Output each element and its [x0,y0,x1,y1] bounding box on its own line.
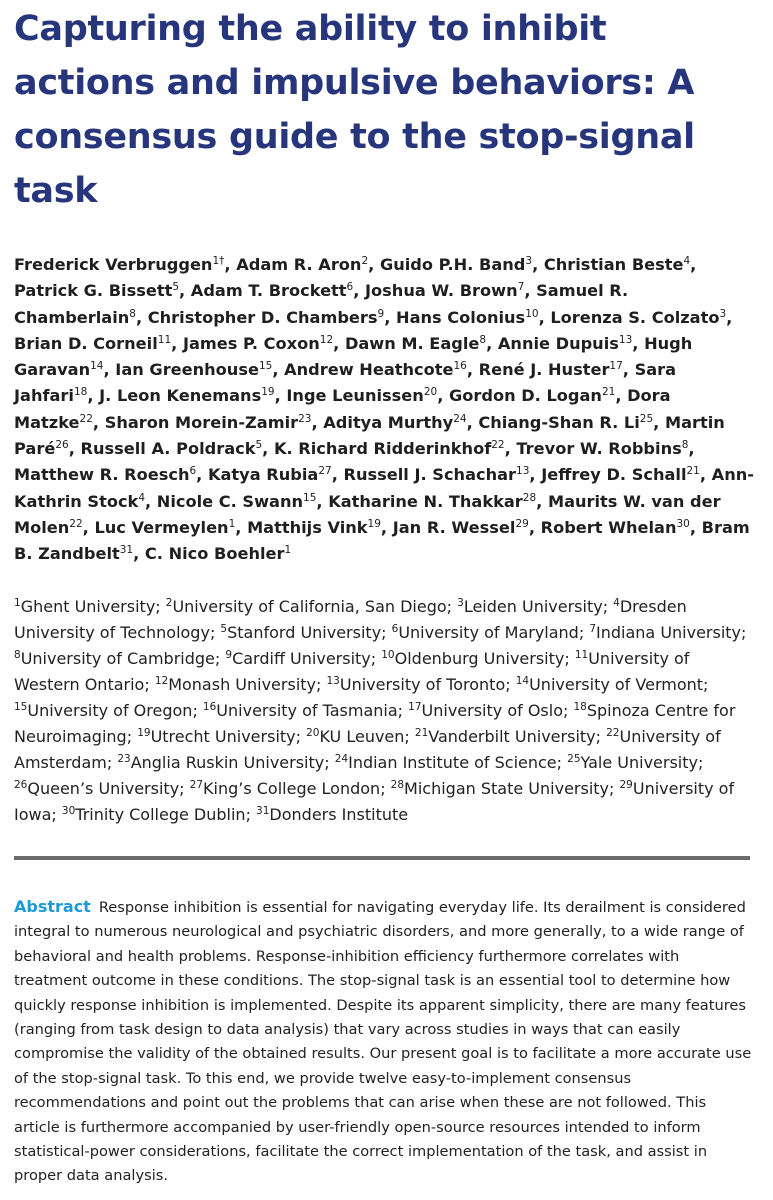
affiliation-name: University of Cambridge [20,649,215,668]
author-list: Frederick Verbruggen$^{1\dagger}$, Adam R. Aron$^2$, Guido P.H. Band$^3$, Christian Beste$^4$, Patrick G. Bissett$^5$, Adam T. Brockett$^6$, Joshua W. Brown$^7$, Samuel R. Chamberlain$^8$, Christopher D. Chambers$^9$, Hans Colonius$^{10}$, Lorenza S. Colzato$^3$, Brian D. Corneil$^{11}$, James P. Coxon$^{12}$, Dawn M. Eagle$^8$, Annie Dupuis$^{13}$, Hugh Garavan$^{14}$, Ian Greenhouse$^{15}$, Andrew Heathcote$^{16}$, René J. Huster$^{17}$, Sara Jahfari$^{18}$, J. Leon Kenemans$^{19}$, Inge Leunissen$^{20}$, Gordon D. Logan$^{21}$, Dora Matzke$^{22}$, Sharon Morein-Zamir$^{23}$, Aditya Murthy$^{24}$, Chiang-Shan R. Li$^{25}$, Martin Paré$^{26}$, Russell A. Poldrack$^5$, K. Richard Ridderinkhof$^{22}$, Trevor W. Robbins$^8$, Matthew R. Roesch$^6$, Katya Rubia$^{27}$, Russell J. Schachar$^{13}$, Jeffrey D. Schall$^{21}$, Ann-Kathrin Stock$^4$, Nicole C. Swann$^{15}$, Katharine N. Thakkar$^{28}$, Maurits W. van der Molen$^{22}$, Luc Vermeylen$^1$, Matthijs Vink$^{19}$, Jan R. Wessel$^{29}$, Robert Whelan$^{30}$, Bram B. Zandbelt$^{31}$, C. Nico Boehler$^1$ [14,255,754,564]
affiliation-number: 4 [613,597,620,609]
affiliation-name: Spinoza Centre for Neuroimaging [14,701,736,746]
affiliation-number: 2 [165,597,173,609]
author-name: Aditya Murthy [323,412,454,432]
affiliation-name: KU Leuven [319,727,405,746]
author-name: Hugh Garavan [14,333,693,380]
author-name: Christian Beste [543,255,684,274]
author-affiliation-marker: 27 [318,465,332,478]
author-affiliation-marker: 13 [516,465,530,478]
paper-title: Capturing the ability to inhibit actions and impulsive behaviors: A consensus guide to the stop-signal task [14,9,695,211]
affiliation-name: Stanford University [227,623,382,642]
affiliation-number: 14 [515,675,530,687]
author-name: Katya Rubia [207,465,319,485]
author-name: Andrew Heathcote [284,360,454,380]
affiliation-name: University of Tasmania [216,701,398,720]
affiliation-number: 30 [61,805,76,817]
author-name: Sara Jahfari [14,360,677,406]
author-name: Guido P.H. Band [379,255,526,274]
author-affiliation-marker: 22 [491,439,505,452]
affiliation-number: 1 [14,597,21,609]
author-affiliation-marker: 20 [423,386,438,399]
affiliation-number: 29 [619,779,633,791]
affiliation-number: 16 [202,701,217,713]
author-name: Russell J. Schachar [343,465,517,485]
author-name: Adam R. Aron [236,255,362,274]
author-affiliation-marker: 8 [129,307,136,320]
affiliation-name: Dresden University of Technology [14,597,687,642]
affiliation-name: Michigan State University [404,779,610,798]
author-affiliation-marker: 2 [361,255,369,267]
author-name: Nicole C. Swann [156,491,304,511]
affiliation-number: 23 [117,753,131,765]
author-affiliation-marker: 11 [157,333,172,346]
author-name: Hans Colonius [396,307,526,327]
author-affiliation-marker: 3 [525,255,533,267]
author-name: Ian Greenhouse [115,360,259,380]
author-affiliation-marker: 8 [681,439,689,452]
affiliation-number: 6 [391,623,399,635]
affiliation-name: Trinity College Dublin [75,805,246,824]
affiliation-number: 13 [326,675,340,687]
author-affiliation-marker: 3 [719,307,727,320]
affiliation-name: University of Maryland [398,623,579,642]
author-name: Chiang-Shan R. Li [478,412,640,432]
author-name: Matthew R. Roesch [14,465,190,485]
author-name: René J. Huster [478,360,610,380]
author-name: Annie Dupuis [497,333,619,353]
author-name: Dora Matzke [14,386,671,432]
affiliation-name: Donders Institute [269,805,409,824]
author-name: Trevor W. Robbins [516,439,682,459]
affiliation-name: Vanderbilt University [428,727,596,746]
author-affiliation-marker: 7 [517,281,525,294]
author-name: Samuel R. Chamberlain [14,281,629,327]
affiliation-number: 20 [306,727,320,739]
affiliation-name: Monash University [168,675,316,694]
author-name: Matthijs Vink [247,517,368,537]
author-affiliation-marker: 23 [298,412,312,425]
affiliation-name: King’s College London [203,779,381,798]
affiliation-name: University of Vermont [529,675,704,694]
affiliation-number: 11 [574,649,589,661]
author-name: Luc Vermeylen [94,517,229,537]
affiliation-number: 5 [220,623,228,635]
affiliation-number: 3 [457,597,464,609]
affiliation-number: 10 [381,649,395,661]
author-affiliation-marker: 9 [377,307,385,320]
affiliation-number: 25 [567,753,581,765]
affiliation-name: Indiana University [596,623,742,642]
affiliation-name: University of Amsterdam [14,727,721,772]
author-affiliation-marker: 5 [255,439,263,452]
author-affiliation-marker: 6 [346,281,354,294]
affiliation-name: Indian Institute of Science [348,753,557,772]
affiliation-number: 26 [14,779,28,791]
author-affiliation-marker: 14 [90,360,104,373]
author-affiliation-marker: 22 [69,517,83,530]
author-affiliation-marker: 8 [479,333,487,346]
affiliation-number: 28 [390,779,405,791]
author-affiliation-marker: 25 [639,412,654,425]
author-affiliation-marker: 18 [73,386,88,399]
affiliation-number: 9 [225,649,233,661]
affiliation-name: Yale University [580,753,698,772]
affiliation-number: 8 [14,649,21,661]
author-affiliation-marker: 12 [319,333,334,346]
author-name: Russell A. Poldrack [80,439,256,459]
author-affiliation-marker: 26 [55,439,69,452]
author-name: Lorenza S. Colzato [550,307,720,327]
author-affiliation-marker: 28 [522,491,537,504]
author-affiliation-marker: 19 [367,517,381,530]
author-name: Frederick Verbruggen [14,255,213,274]
author-name: Patrick G. Bissett [14,281,173,301]
author-affiliation-marker: 30 [676,517,690,530]
author-name: Inge Leunissen [286,386,424,406]
author-name: Martin Paré [14,412,725,459]
author-name: Brian D. Corneil [14,333,158,353]
affiliation-name: Utrecht University [150,727,296,746]
author-name: K. Richard Ridderinkhof [273,439,492,459]
author-affiliation-marker: 4 [683,255,691,267]
author-affiliation-marker: 15 [303,491,317,504]
author-name: Gordon D. Logan [448,386,602,406]
affiliation-name: Oldenburg University [394,649,565,668]
affiliation-list: $^1$Ghent University; $^2$University of California, San Diego; $^3$Leiden University; $^4$Dresden University of Technology; $^5$Stanford University; $^6$University of Maryland; $^7$Indiana University; $^8$University of Cambridge; $^9$Cardiff University; $^{10}$Oldenburg University; $^{11}$University of Western Ontario; $^{12}$Monash University; $^{13}$University of Toronto; $^{14}$University of Vermont; $^{15}$University of Oregon; $^{16}$University of Tasmania; $^{17}$University of Oslo; $^{18}$Spinoza Centre for Neuroimaging; $^{19}$Utrecht University; $^{20}$KU Leuven; $^{21}$Vanderbilt University; $^{22}$University of Amsterdam; $^{23}$Anglia Ruskin University; $^{24}$Indian Institute of Science; $^{25}$Yale University; $^{26}$Queen’s University; $^{27}$King’s College London; $^{28}$Michigan State University; $^{29}$University of Iowa; $^{30}$Trinity College Dublin; $^{31}$Donders Institute [14,597,747,824]
author-name: Christopher D. Chambers [147,307,378,327]
author-name: Joshua W. Brown [365,281,518,301]
author-affiliation-marker: 1 [228,517,236,530]
affiliation-number: 27 [189,779,204,791]
affiliation-number: 15 [14,701,28,713]
author-affiliation-marker: 31 [119,544,134,557]
author-affiliation-marker: 16 [453,360,467,373]
author-name: Jeffrey D. Schall [541,465,687,485]
author-affiliation-marker: 13 [618,333,633,346]
affiliation-number: 18 [573,701,587,713]
author-name: Bram B. Zandbelt [14,517,750,564]
author-affiliation-marker: 21 [601,386,616,399]
author-affiliation-marker: 10 [525,307,539,320]
author-affiliation-marker: 24 [453,412,467,425]
affiliation-name: University of Iowa [14,779,735,824]
author-name: Dawn M. Eagle [344,333,480,353]
affiliation-number: 22 [606,727,620,739]
affiliation-number: 7 [589,623,597,635]
affiliation-name: University of Toronto [339,675,506,694]
affiliation-number: 24 [334,753,349,765]
author-affiliation-marker: 1 [284,544,292,557]
author-name: Robert Whelan [540,517,677,537]
author-name: Jan R. Wessel [392,517,516,537]
affiliation-name: Anglia Ruskin University [130,753,325,772]
author-affiliation-marker: 17 [609,360,623,373]
author-affiliation-marker: 21 [686,465,700,478]
author-name: J. Leon Kenemans [99,386,262,406]
author-name: Ann-Kathrin Stock [14,465,754,511]
author-name: Katharine N. Thakkar [328,491,523,511]
author-affiliation-marker: 4 [138,491,145,504]
affiliation-name: Queen’s University [27,779,180,798]
author-name: Sharon Morein-Zamir [104,412,299,432]
author-affiliation-marker: 22 [79,412,93,425]
abstract [14,895,754,1189]
author-affiliation-marker: 15 [258,360,273,373]
affiliation-number: 21 [414,727,429,739]
author-affiliation-marker: 29 [515,517,529,530]
author-name: C. Nico Boehler [144,544,285,564]
affiliation-name: Cardiff University [232,649,371,668]
affiliation-name: University of California, San Diego [172,597,447,616]
abstract-label: Abstract [14,897,91,916]
affiliation-number: 17 [408,701,422,713]
abstract-text: Response inhibition is essential for navigating everyday life. Its derailment is considered integral to numerous neurological and psychiatric disorders, and more generally, to a wide range of behavioral and health problems. Response-inhibition efficiency furthermore correlates with treatment outcome in these conditions. The stop-signal task is an essential tool to determine how quickly response inhibition is implemented. Despite its apparent simplicity, there are many features (ranging from task design to data analysis) that vary across studies in ways that can easily compromise the validity of the obtained results. Our present goal is to facilitate a more accurate use of the stop-signal task. To this end, we provide twelve easy-to-implement consensus recommendations and point out the problems that can arise when these are not followed. This article is furthermore accompanied by user-friendly open-source resources intended to inform statistical-power considerations, facilitate the correct implementation of the task, and assist in proper data analysis. [14,899,752,1185]
author-affiliation-marker: 19 [261,386,275,399]
author-affiliation-marker: 5 [172,281,179,294]
affiliation-name: University of Western Ontario [14,649,690,694]
affiliation-number: 12 [154,675,169,687]
affiliation-number: 31 [256,805,270,817]
affiliation-name: University of Oregon [27,701,193,720]
affiliation-name: University of Oslo [421,701,563,720]
author-affiliation-marker: 1† [212,255,225,267]
author-name: Maurits W. van der Molen [14,491,721,537]
author-affiliation-marker: 6 [189,465,197,478]
section-divider [14,856,750,860]
author-name: James P. Coxon [182,333,320,353]
affiliation-name: Ghent University [20,597,156,616]
affiliation-number: 19 [137,727,151,739]
author-name: Adam T. Brockett [190,281,347,301]
affiliation-name: Leiden University [463,597,603,616]
